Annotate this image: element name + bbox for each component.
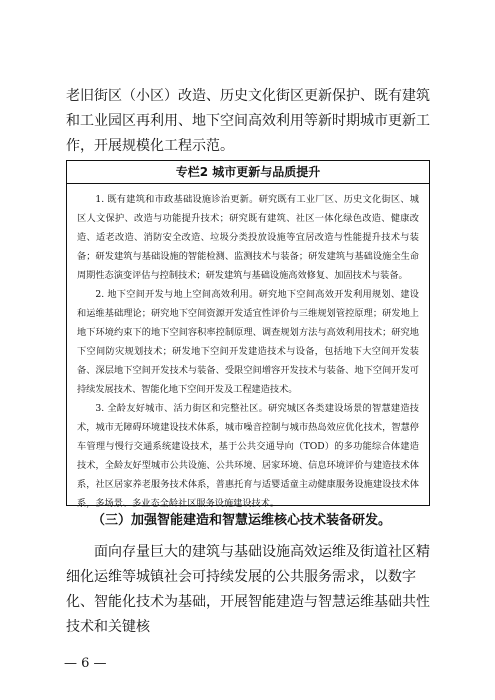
box-item-3: 3. 全龄友好城市、活力街区和完整社区。研究城区各类建设场景的智慧建造技术，城市无障碍环境建设技术体系，城市噪音控制与城市热岛效应优化技术，智慧停车管理与慢行交通系统建设技术，基于公共交通导向（TOD）的多功能综合体建造技术，全龄友好型城市公共设施、公共环境、居家环境、信息环境评价与建造技术体系，社区居家养老服务技术体系，普惠托育与适婴适童主动健康服务设施建设技术体系，多场景、多业态全龄社区服务设施建设技术。 bbox=[77, 403, 419, 509]
body-paragraph: 面向存量巨大的建筑与基础设施高效运维及街道社区精细化运维等城镇社会可持续发展的公共服务需求，以数字化、智能化技术为基础，开展智能建造与智慧运维基础共性技术和关键核 bbox=[66, 544, 430, 635]
box-body bbox=[67, 184, 429, 513]
intro-paragraph: 老旧街区（小区）改造、历史文化街区更新保护、既有建筑和工业园区再利用、地下空间高效利用等新时期城市更新工作，开展规模化工程示范。 bbox=[66, 88, 430, 154]
box-item-2: 2. 地下空间开发与地上空间高效利用。研究地下空间高效开发利用规划、建设和运维基础理论；研究地下空间资源开发适宜性评价与三维规划管控原理；研发地上地下环境约束下的地下空间容积率控制原理、调查规划方法与高效利用技术；研究地下空间防灾规划技术；研发地下空间开发建造技术与设备，包括地下大空间开发装备、深层地下空间开发技术与装备、受限空间增容开发技术与装备、地下空间开发可持续发展技术、智能化地下空间开发及工程建造技术。 bbox=[77, 289, 419, 395]
page-number: — 6 — bbox=[64, 656, 107, 671]
box-item-1: 1. 既有建筑和市政基础设施诊治更新。研究既有工业厂区、历史文化街区、城区人文保护、改造与功能提升技术；研究既有建筑、社区一体化绿色改造、健康改造、适老改造、消防安全改造、垃圾分类投放设施等宜居改造与性能提升技术与装备；研发建筑与基础设施的智能检测、监测技术与装备；研发建筑与基础设施全生命周期性态演变评估与控制技术；研发建筑与基础设施高效修复、加固技术与装备。 bbox=[77, 194, 419, 281]
box-title: 专栏2 城市更新与品质提升 bbox=[67, 161, 429, 184]
info-box bbox=[66, 160, 430, 509]
section-heading: （三）加强智能建造和智慧运维核心技术装备研发。 bbox=[92, 513, 392, 528]
